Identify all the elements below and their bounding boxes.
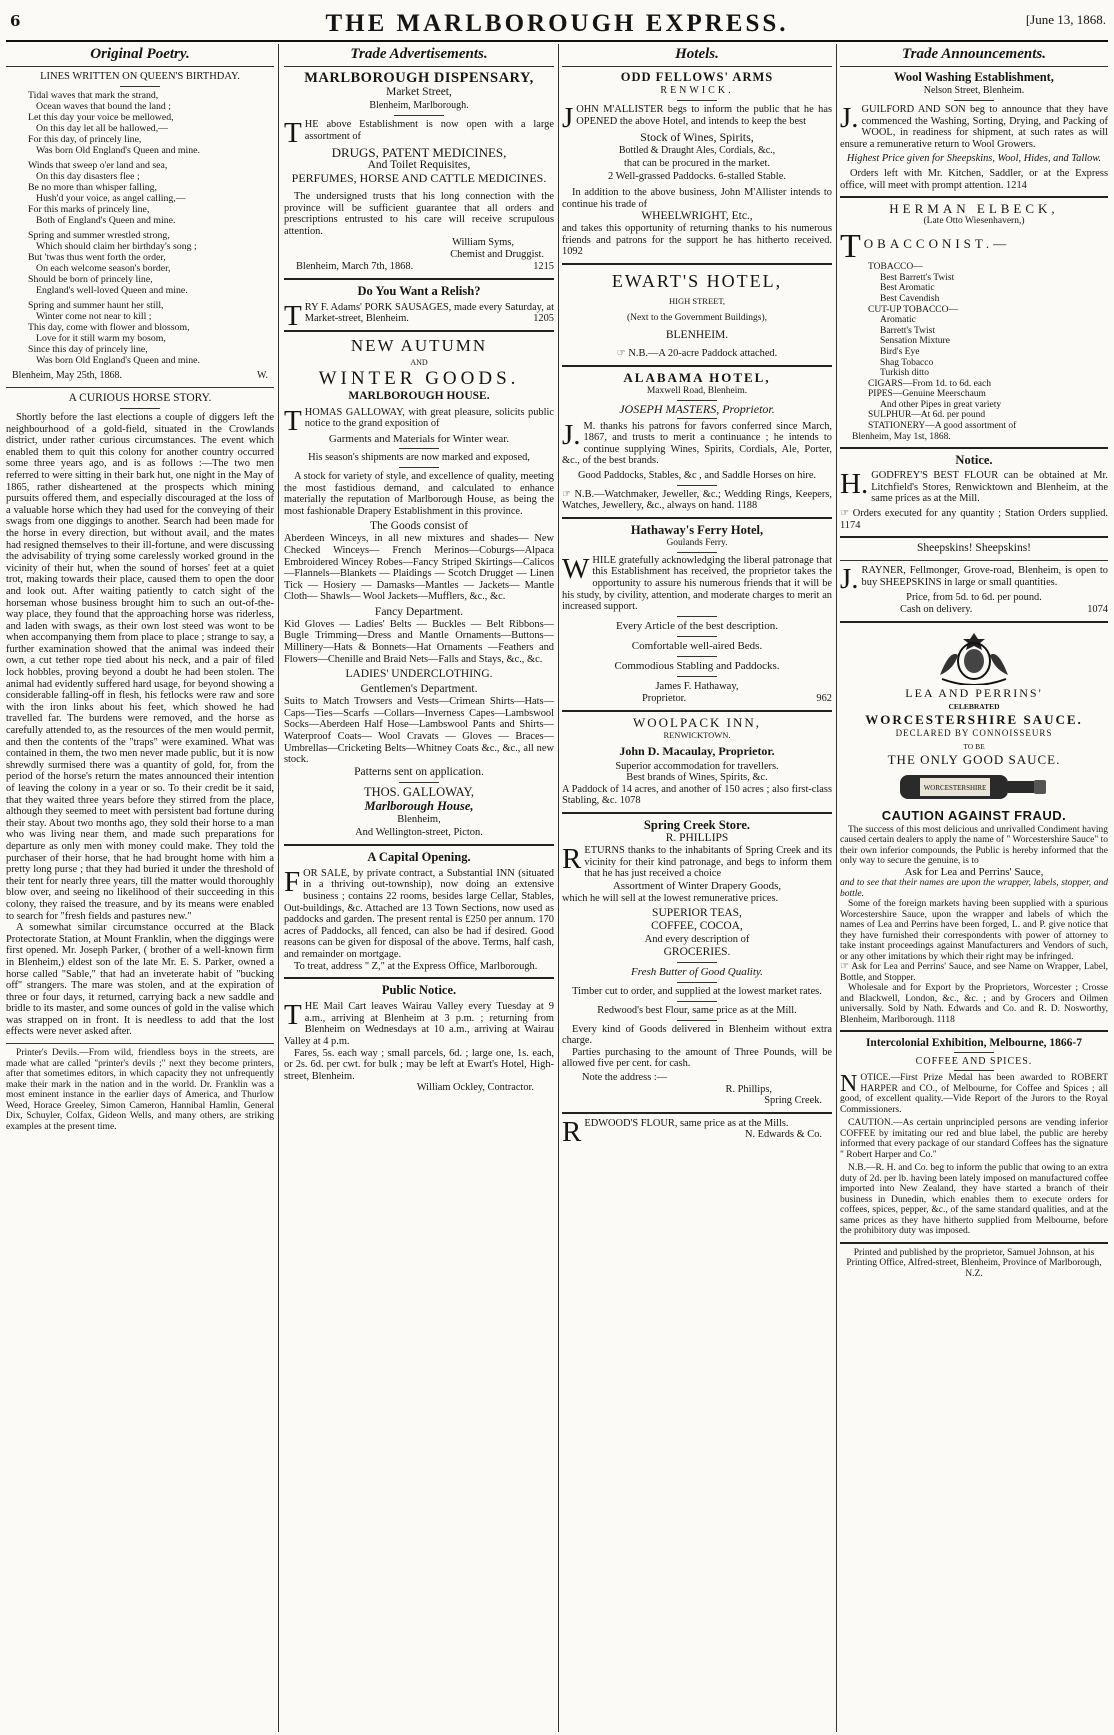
poem-line: Was born Old England's Queen and mine. (36, 145, 200, 156)
poem-place: Blenheim, May 25th, 1868. (12, 370, 122, 381)
pointing-hand-icon: ☞ (562, 488, 571, 500)
tobacco-list-item: SULPHUR—At 6d. per pound (868, 410, 986, 421)
ferry-line: Comfortable well-aired Beds. (631, 639, 763, 652)
wool-washing-text: GUILFORD AND SON beg to announce that they have commenced the Washing, Sorting, Drying, and Packing of WOOL, in readiness for shipment, at such rates as will ensure a remunerative return to Wool Growers. (840, 104, 1108, 150)
poem-author: W. (256, 370, 268, 381)
notice-text: HE Mail Cart leaves Wairau Valley every Tuesday at 9 a.m., arriving at Blenheim at 3 p.m. ; returning from Blenheim on Wednesdays at 10 a.m., arriving at Wairau Valley at 4 p.m. (284, 1001, 554, 1047)
divider (394, 115, 444, 116)
printers-devils-paragraph: Printer's Devils.—From wild, friendless boys in the streets, are made what are called "printer's devils ;" next they become printers, after that sometimes editors, in which capacity they not unfrequently make their mark in the nation and in the world. Dr. Franklin was a most eminent instance in the earlier days of America, and Thurlow Weed, Horace Greeley, Simon Cameron, Hannibal Hamlin, General Dix, Schuyler, Colfax, Gideon Wells, and many others, are striking examples at the present time. (6, 1048, 274, 1132)
odd-fellows-title: ODD FELLOWS' ARMS (620, 70, 774, 84)
ferry-signature-role: Proprietor. (642, 692, 687, 704)
odd-fellows-line: 2 Well-grassed Paddocks. 6-stalled Stable. (607, 171, 786, 182)
ferry-line: Commodious Stabling and Paddocks. (614, 659, 780, 672)
fancy-text: Kid Gloves — Ladies' Belts — Buckles — Belt Ribbons—Bugle Trimming—Dress and Mantle Ornaments—Buttons—Millinery—Hats & Bonnets—Hat Ornaments —Feathers and Flowers—Chenille and Braid Nets—Falls and Stays, &c., &c. (284, 618, 554, 665)
alabama-road: Maxwell Road, Blenheim. (646, 385, 748, 396)
poem-line: Hush'd your voice, as angel calling,— (36, 193, 186, 204)
divider (562, 263, 832, 265)
ladies-title: LADIES' UNDERCLOTHING. (345, 668, 493, 681)
spring-creek-timber: Timber cut to order, and supplied at the lowest market rates. (572, 986, 822, 998)
odd-fellows-line: Bottled & Draught Ales, Cordials, &c., (618, 145, 776, 156)
fancy-title: Fancy Department. (374, 605, 464, 618)
wool-washing-street: Nelson Street, Blenheim. (923, 85, 1025, 96)
divider (677, 552, 717, 553)
goods-text: Aberdeen Winceys, in all new mixtures and shades— New Checked Winceys— French Merinos—Coburgs—Alpaca Embroidered Wincey Robes—Fancy Striped Skirtings—Calicos—Flannels—Blankets — Plaidings — Scotch Drugget — Linen Tick — Hosiery — Damasks—Mantles — Jackets— Mantle Cloth— Shawls— Wool Jackets—Mufflers, &c., &c. (284, 533, 554, 603)
spring-creek-parties: Parties purchasing to the amount of Three Pounds, will be allowed five per cent. for cash. (562, 1046, 832, 1070)
autumn-heading: NEW AUTUMN (350, 335, 488, 355)
odd-fellows-line: Stock of Wines, Spirits, (640, 130, 754, 144)
poem-title: LINES WRITTEN ON QUEEN'S BIRTHDAY. (40, 71, 240, 82)
lea-perrins-tobe: TO BE (963, 741, 985, 751)
poem-line: Be no more than whisper falling, (28, 182, 157, 193)
tobacco-list-item: TOBACCO— (868, 262, 923, 273)
elbeck-trade: OBACCONIST.— (863, 236, 1011, 252)
poem-line: But 'twas thus went forth the order, (28, 252, 166, 263)
spring-creek-name: R. PHILLIPS (665, 832, 729, 845)
poem-line: Spring and summer haunt her still, (28, 300, 164, 311)
lea-perrins-ask: Ask for Lea and Perrins' Sauce, and see Name on Wrapper, Label, Bottle, and Stopper. (840, 962, 1108, 983)
poem-line: Since this day of princely line, (28, 344, 148, 355)
lea-perrins-declared: DECLARED BY CONNOISSEURS (895, 727, 1053, 738)
ad-code: 1092 (562, 246, 583, 258)
spring-creek-text: ETURNS thanks to the inhabitants of Spring Creek and its vicinity for their kind patronage, and begs to inform them that he has just received a choice (584, 845, 832, 880)
divider (562, 517, 832, 519)
dispensary-line: PERFUMES, HORSE AND CATTLE MEDICINES. (291, 171, 547, 185)
divider (284, 977, 554, 979)
autumn-garments: Garments and Materials for Winter wear. (328, 432, 510, 445)
divider (840, 560, 1108, 561)
divider (677, 616, 717, 617)
poem-line: Was born Old England's Queen and mine. (36, 355, 200, 366)
page-number: 6 (10, 12, 21, 30)
tobacco-list-item: Sensation Mixture (880, 336, 950, 347)
issue-date: [June 13, 1868. (1025, 12, 1106, 27)
divider (562, 1112, 832, 1114)
spring-creek-butter: Fresh Butter of Good Quality. (631, 966, 763, 979)
poem (6, 90, 274, 366)
dispensary-signature-role: Chemist and Druggist. (450, 248, 544, 260)
ferry-title: Hathaway's Ferry Hotel, (630, 522, 764, 537)
tobacco-list (840, 262, 1108, 432)
odd-fellows-line: WHEELWRIGHT, Etc., (641, 210, 753, 223)
spring-creek-line: Assortment of Winter Drapery Goods, (612, 879, 782, 892)
elbeck-sub: (Late Otto Wiesenhavern,) (923, 216, 1025, 227)
poem-line: Spring and summer wrestled strong, (28, 230, 170, 241)
ewart-title: EWART'S HOTEL, (611, 270, 783, 291)
divider (677, 100, 717, 101)
goods-title: The Goods consist of (369, 520, 469, 533)
divider (677, 1001, 717, 1002)
poem-stanza (28, 160, 274, 226)
poem-line: On this day let all be hallowed,— (36, 123, 168, 134)
sheepskins-cash: Cash on delivery. (900, 603, 973, 615)
ewart-line: (Next to the Government Buildings), (626, 312, 768, 323)
lea-perrins-title: LEA AND PERRINS' (905, 685, 1043, 700)
divider (840, 1242, 1108, 1244)
woolpack-town: RENWICKTOWN. (663, 729, 731, 740)
tobacco-list-item: And other Pipes in great variety (880, 399, 1002, 410)
dispensary-town: Blenheim, Marlborough. (369, 100, 469, 111)
masthead-rule (6, 40, 1108, 42)
patterns-line: Patterns sent on application. (354, 765, 484, 778)
opening-text: To treat, address " Z," at the Express Office, Marlborough. (294, 960, 538, 972)
ad-code: 1078 (619, 795, 641, 807)
galloway-place: Blenheim, (397, 813, 441, 825)
wool-washing-highlight: Highest Price given for Sheepskins, Wool, Hides, and Tallow. (846, 153, 1102, 165)
royal-coat-of-arms-icon (932, 627, 1016, 685)
poem-stanza (28, 300, 274, 366)
ewart-line: HIGH STREET, (668, 295, 726, 306)
ferry-signature: James F. Hathaway, (655, 680, 739, 692)
tobacco-list-item: Bird's Eye (880, 346, 920, 357)
spring-creek-line: COFFEE, COCOA, (651, 920, 743, 933)
elbeck-date: Blenheim, May 1st, 1868. (852, 431, 951, 442)
notice-text: Fares, 5s. each way ; small parcels, 6d. ; large one, 1s. each, or 2s. 6d. per cwt. for bulk ; may be left at Ewart's Hotel, High-street, Blenheim. (284, 1047, 554, 1082)
column-trade-advertisements: Trade Advertisements. MARLBOROUGH DISPENSARY, Market Street, Blenheim, Marlborough. THE above Establishment is now open with a large assortment of DRUGS, PATENT MEDICINES, And Toilet Requisites, PERFUMES, HORSE AND CATTLE MEDICINES. The undersigned trusts that his long connection with the province will be sufficient guarantee that all orders and prescriptions entrusted to his care will receive scrupulous attention. William Syms, Chemist and Druggist. Blenheim, March 7th, 1868. 1215 Do You Want a Relish? TRY F. Adams' PORK SAUSAGES, made every Saturday, at Market-street, Blenheim. 1205 NEW AUTUMN AND WINTER GOODS. MARLBOROUGH HOUSE. THOMAS GALLOWAY, with great pleasure, solicits public notice to the grand exposition of Garments and Materials for Winter wear. His season's shipments are now marked and exposed, A stock for variety of style, and excellence of quality, meeting the most fastidious demand, and calculated to enhance materially the reputation of Marlborough House, as being the most fashionable Drapery Establishment in this province. The Goods consist of Aberdeen Winceys, in all new mixtures and shades— New Checked Winceys— French Merinos—Coburgs—Alpaca Embroidered Wincey Robes—Fancy Striped Skirtings—Calicos—Flannels—Blankets — Plaidings — Scotch Drugget — Linen Tick — Hosiery — Damasks—Mantles — Jackets— Mantle Cloth— Shawls— Wool Jackets—Mufflers, &c., &c. Fancy Department. Kid Gloves — Ladies' Belts — Buckles — Belt Ribbons—Bugle Trimming—Dress and Mantle Ornaments—Buttons—Millinery—Hats & Bonnets—Hat Ornaments —Feathers and Flowers—Chenille and Braid Nets—Falls and Stays, &c., &c. LADIES' UNDERCLOTHING. Gentlemen's Department. Suits to Match Trowsers and Vests—Crimean Shirts—Hats—Caps—Ties—Scarfs —Collars—Inverness Capes—Lambswool Socks—Aberdeen Half Hose—Lambswool Pants and Shirts—Waterproof Coats— Wool Cravats — Gloves — Braces— Umbrellas—Cricketing Belts—Whitney Coats &c., &c., all new stock. Patterns sent on application. THOS. GALLOWAY, Marlborough House, Blenheim, And Wellington-street, Picton. A Capital Opening. FOR SALE, by private contract, a Substantial INN (situated in a thriving out-township), now doing an extensive business ; contains 22 rooms, besides large Cellar, Stables, Out-buildings, &c. Attached are 13 Town Sections, now used as paddocks and garden. The present rental is £250 per annum. 170 acres of Paddocks, all fenced, can also be had if desired. Good reasons can be given for disposal of the above. Terms, half cash, and remainder on mortgage. To treat, address " Z," at the Express Office, Marlborough. Public Notice. THE Mail Cart leaves Wairau Valley every Tuesday at 9 a.m., arriving at Blenheim at 3 p.m. ; returning from Blenheim on Wednesdays at 10 a.m., arriving at Wairau Valley at 4 p.m. Fares, 5s. each way ; small parcels, 6d. ; large one, 1s. each, or 2s. 6d. per cwt. for bulk ; may be left at Ewart's Hotel, High-street, Blenheim. William Ockley, Contractor. (284, 46, 554, 1094)
poem-line: Winter come not near to kill ; (36, 311, 152, 322)
gents-title: Gentlemen's Department. (360, 683, 478, 696)
marlborough-house-label: MARLBOROUGH HOUSE. (348, 389, 490, 402)
galloway-place: And Wellington-street, Picton. (355, 826, 483, 838)
poem-line: On each welcome season's border, (36, 263, 171, 274)
spring-creek-line: SUPERIOR TEAS, (652, 907, 742, 920)
spring-creek-text: which he will sell at the lowest remunerative prices. (562, 892, 779, 904)
divider (399, 467, 439, 468)
coffee-title: COFFEE AND SPICES. (915, 1056, 1033, 1068)
wool-washing-text: Orders left with Mr. Kitchen, Saddler, or at the Express office, will meet with prompt attention. (840, 167, 1108, 191)
tobacco-list-item: Turkish ditto (880, 368, 930, 379)
divider (677, 676, 717, 677)
poem-line: For this marks of princely line, (28, 204, 150, 215)
ad-code: 1074 (1087, 603, 1108, 615)
divider (120, 408, 160, 409)
woolpack-text: Superior accommodation for travellers. (615, 760, 779, 772)
redwood-text: EDWOOD'S FLOUR, same price as at the Mills. (584, 1117, 789, 1129)
odd-fellows-town: RENWICK. (660, 85, 734, 96)
poem-line: Which should claim her birthday's song ; (36, 241, 197, 252)
divider (840, 196, 1108, 198)
ad-code: 1188 (736, 500, 758, 512)
notice-title: Notice. (955, 453, 993, 468)
column-trade-announcements: Trade Announcements. Wool Washing Establishment, Nelson Street, Blenheim. J. GUILFORD AND SON beg to announce that they have commenced the Washing, Sorting, Drying, and Packing of WOOL, in readiness for shipment, at such rates as will ensure a remunerative return to Wool Growers. Highest Price given for Sheepskins, Wool, Hides, and Tallow. Orders left with Mr. Kitchen, Saddler, or at the Express office, will meet with prompt attention. 1214 HERMAN ELBECK, (Late Otto Wiesenhavern,) T OBACCONIST.— TOBACCO— Best Barrett's Twist Best Aromatic Best Cavendish CUT-UP TOBACCO— Aromatic Barrett's Twist Sensation Mixture Bird's Eye Shag Tobacco Turkish ditto CIGARS—From 1d. to 6d. each PIPES—Genuine Meerschaum And other Pipes in great variety SULPHUR—At 6d. per pound STATIONERY—A good assortment of Blenheim, May 1st, 1868. Notice. H. GODFREY'S BEST FLOUR can be obtained at Mr. Litchfield's Stores, Renwicktown and Blenheim, at the same prices as at the Mill. ☞ Orders executed for any quantity ; Station Orders supplied. 1174 Sheepskins! Sheepskins! J. RAYNER, Fellmonger, Grove-road, Blenheim, is open to buy SHEEPSKINS in large or small quantities. Price, from 5d. to 6d. per pound. Cash on delivery. 1074 LEA AND PERRINS' CELEBRATED WORCESTERSHIRE SAUCE. DECLARED BY CONNOISSEURS TO BE THE ONLY GOOD SAUCE. WORCESTERSHIRE CAUTION AGAINST FRAUD. The success of this most delicious and unrivalled Condiment having caused certain dealers to apply the name of " Worcestershire Sauce" to their own inferior compounds, the Public is hereby informed that the only way to secure the genuine, is to Ask for Lea and Perrins' Sauce, and to see that their names are upon the wrapper, labels, stopper, and bottle. Some of the foreign markets having been supplied with a spurious Worcestershire Sauce, upon the wrapper and labels of which the names of Lea and Perrins have been forged, L. and P. give notice that they have furnished their correspondents with power of attorney to take instant proceedings against Manufacturers and Vendors of such, or any other imitations by which their right may be infringed. ☞ Ask for Lea and Perrins' Sauce, and see Name on Wrapper, Label, Bottle, and Stopper. Wholesale and for Export by the Proprietors, Worcester ; Crosse and Blackwell, London, &c., &c. ; and by Grocers and Oilmen universally. Sold by Nath. Edwards and Co. and R. D. Nosworthy, Blenheim, Marlborough. 1118 Intercolonial Exhibition, Melbourne, 1866-7 COFFEE AND SPICES. NOTICE.—First Prize Medal has been awarded to ROBERT HARPER and CO., of Melbourne, for Coffee and Spices ; all good, of excellent quality.—Vide Report of the Jurors to the Royal Commissioners. CAUTION.—As certain unprincipled persons are vending inferior COFFEE by imitating our red and blue label, the public are hereby informed that every package of our standard Coffees has the signature " Robert Harper and Co." N.B.—R. H. and Co. beg to inform the public that owing to an extra duty of 2d. per lb. having been lately imposed on manufactured coffee imported into New Zealand, they have started a branch of their business in Dunedin, which enables them to execute orders for coffees, spices, pepper, &c., of the same standard qualities, and at the same prices as they have hitherto supplied from Melbourne, before the prohibitory duty was imposed. Printed and published by the proprietor, Samuel Johnson, at his Printing Office, Alfred-street, Blenheim, Province of Marlborough, N.Z. (840, 46, 1108, 1279)
autumn-and: AND (410, 357, 428, 367)
sheepskins-title: Sheepskins! Sheepskins! (916, 542, 1032, 555)
lea-perrins-text: The success of this most delicious and unrivalled Condiment having caused certain dealers to apply the name of " Worcestershire Sauce" to their own inferior compounds, the Public is hereby informed that the only way to secure the genuine, is to (840, 824, 1108, 867)
notice-text: Orders executed for any quantity ; Station Orders supplied. (852, 508, 1108, 520)
column-divider (278, 44, 279, 1732)
divider (840, 536, 1108, 538)
ad-code: 1174 (840, 519, 861, 531)
wool-washing-title: Wool Washing Establishment, (894, 70, 1054, 84)
alabama-text: Good Paddocks, Stables, &c , and Saddle Horses on hire. (577, 469, 817, 481)
spring-creek-line: And every description of (644, 934, 750, 946)
divider (677, 982, 717, 983)
divider (677, 1020, 717, 1021)
poem-line: On this day disasters flee ; (36, 171, 140, 182)
section-header: Original Poetry. (6, 44, 274, 67)
ewart-nb: N.B.—A 20-acre Paddock attached. (628, 347, 778, 359)
divider (677, 485, 717, 486)
poem-line: Ocean waves that bound the land ; (36, 101, 171, 112)
spring-creek-signature-place: Spring Creek. (764, 1095, 822, 1107)
winter-heading: WINTER GOODS. (318, 367, 520, 389)
odd-fellows-text: OHN M'ALLISTER begs to inform the public that he has OPENED the above Hotel, and intends to keep the best (576, 104, 832, 127)
relish-text: RY F. Adams' PORK SAUSAGES, made every Saturday, at Market-street, Blenheim. (304, 301, 554, 325)
sheepskins-price: Price, from 5d. to 6d. per pound. (906, 592, 1042, 604)
poem-line: Should be born of princely line, (28, 274, 153, 285)
odd-fellows-text: In addition to the above business, John M'Allister intends to continue his trade of (562, 187, 832, 210)
tobacco-list-item: Shag Tobacco (880, 357, 934, 368)
alabama-text: M. thanks his patrons for favors conferred since March, 1867, and trusts to merit a continuance ; he intends to continue supplying Wines, Spirits, Cordials, Ale, Porter, &c., of the best brands. (562, 420, 832, 467)
dispensary-line: DRUGS, PATENT MEDICINES, (331, 145, 507, 160)
lea-perrins-sauce: WORCESTERSHIRE SAUCE. (865, 711, 1083, 727)
section-header: Trade Announcements. (840, 44, 1108, 67)
poem-signature (6, 370, 274, 382)
divider (6, 387, 274, 388)
redwood-signature: N. Edwards & Co. (744, 1129, 822, 1141)
divider (562, 365, 832, 367)
poem-line: Tidal waves that mark the strand, (28, 90, 159, 101)
lea-perrins-only: THE ONLY GOOD SAUCE. (887, 751, 1061, 767)
divider (562, 812, 832, 814)
woolpack-text: A Paddock of 14 acres, and another of 150 acres ; also first-class Stabling, &c. (562, 783, 832, 807)
coffee-text: OTICE.—First Prize Medal has been awarded to ROBERT HARPER and CO., of Melbourne, for Coffee and Spices ; all good, of excellent quality.—Vide Report of the Jurors to the Royal Commissioners. (840, 1073, 1108, 1115)
ferry-sub: Goulands Ferry. (666, 537, 728, 548)
opening-title: A Capital Opening. (367, 849, 471, 864)
coffee-text: N.B.—R. H. and Co. beg to inform the public that owing to an extra duty of 2d. per lb. having been lately imposed on manufactured coffee imported into New Zealand, they have started a branch of their business in Dunedin, which enables them to execute orders for coffees, spices, pepper, &c., of the same standard qualities, and at the same prices as they have hitherto supplied from Melbourne, before the prohibitory duty was imposed. (840, 1163, 1108, 1237)
divider (677, 962, 717, 963)
alabama-nb: N.B.—Watchmaker, Jeweller, &c.; Wedding Rings, Keepers, Watches, Jewellery, &c., always on hand. (562, 488, 832, 512)
pointing-hand-icon: ☞ (840, 961, 849, 973)
section-header: Trade Advertisements. (284, 44, 554, 67)
poem-line: Love for it still warm my bosom, (36, 333, 166, 344)
lea-perrins-celebrated: CELEBRATED (948, 701, 1000, 711)
divider (954, 1070, 994, 1071)
divider (840, 447, 1108, 449)
divider (840, 1030, 1108, 1032)
tobacco-list-item: STATIONERY—A good assortment of (868, 421, 1017, 432)
poem-line: England's well-loved Queen and mine. (36, 285, 188, 296)
divider (284, 278, 554, 280)
ad-code: 1215 (533, 260, 554, 272)
divider (677, 400, 717, 401)
odd-fellows-line: that can be procured in the market. (623, 158, 771, 169)
sauce-bottle-icon (894, 769, 1054, 805)
divider (954, 100, 994, 101)
alabama-proprietor: JOSEPH MASTERS, Proprietor. (619, 401, 775, 416)
spring-creek-title: Spring Creek Store. (643, 818, 751, 833)
intercolonial-title: Intercolonial Exhibition, Melbourne, 1866-7 (865, 1037, 1083, 1050)
divider (840, 621, 1108, 623)
poem-line: Let this day your voice be mellowed, (28, 112, 174, 123)
divider (284, 330, 554, 332)
alabama-title: ALABAMA HOTEL, (623, 369, 771, 385)
ad-code: 1118 (936, 1014, 955, 1025)
poem-stanza (28, 90, 274, 156)
tobacco-list-item: CUT-UP TOBACCO— (868, 304, 959, 315)
spring-creek-note: Note the address :— (582, 1072, 668, 1083)
woolpack-proprietor: John D. Macaulay, Proprietor. (619, 743, 775, 758)
dispensary-title: MARLBOROUGH DISPENSARY, (304, 70, 534, 86)
divider (284, 844, 554, 846)
column-divider (558, 44, 559, 1732)
divider (6, 1043, 274, 1044)
tobacco-list-item: Aromatic (880, 315, 916, 326)
poem-stanza (28, 230, 274, 296)
odd-fellows-text: and takes this opportunity of returning thanks to his numerous friends and patrons for the support he has hitherto received. (562, 223, 832, 246)
poem-line: For this day, of princely line, (28, 134, 142, 145)
sheepskins-text: RAYNER, Fellmonger, Grove-road, Blenheim, is open to buy SHEEPSKINS in large or small quantities. (861, 565, 1108, 588)
galloway-name: THOS. GALLOWAY, (363, 784, 475, 799)
spring-creek-line: GROCERIES. (663, 946, 731, 959)
ewart-line: BLENHEIM. (665, 328, 729, 341)
ferry-text: HILE gratefully acknowledging the liberal patronage that this Establishment has received, the proprietor takes the opportunity to assure his numerous friends that it will be his study, by civility, attention, and moderate charges to merit an increased support. (562, 554, 832, 613)
column-divider (836, 44, 837, 1732)
autumn-text: HOMAS GALLOWAY, with great pleasure, solicits public notice to the grand exposition of (304, 406, 554, 430)
woolpack-title: WOOLPACK INN, (632, 714, 762, 730)
pointing-hand-icon: ☞ (840, 508, 849, 520)
poem-line: Both of England's Queen and mine. (36, 215, 176, 226)
relish-title: Do You Want a Relish? (357, 283, 481, 298)
gents-text: Suits to Match Trowsers and Vests—Crimean Shirts—Hats—Caps—Ties—Scarfs —Collars—Inverness Capes—Lambswool Socks—Aberdeen Half Hose—Lambswool Pants and Shirts—Waterproof Coats— Wool Cravats — Gloves — Braces— Umbrellas—Cricketing Belts—Whitney Coats &c., &c., all new stock. (284, 696, 554, 766)
dispensary-date: Blenheim, March 7th, 1868. (296, 260, 414, 272)
divider (954, 1052, 994, 1053)
autumn-text: His season's shipments are now marked and exposed, (308, 452, 530, 464)
divider (120, 86, 160, 87)
lea-perrins-ask: Ask for Lea and Perrins' Sauce, (904, 865, 1044, 878)
bottle-label: WORCESTERSHIRE (923, 783, 987, 792)
tobacco-list-item: CIGARS—From 1d. to 6d. each (868, 378, 991, 389)
ad-code: 1214 (1006, 179, 1027, 191)
column-original-poetry (6, 44, 274, 1732)
woolpack-text: Best brands of Wines, Spirits, &c. (626, 772, 768, 784)
ferry-line: Every Article of the best description. (616, 619, 778, 632)
caution-heading: CAUTION AGAINST FRAUD. (881, 807, 1067, 823)
autumn-text: A stock for variety of style, and excellence of quality, meeting the most fastidious demand, and calculated to enhance materially the reputation of Marlborough House, as being the most fashionable Drapery Establishment in this province. (284, 470, 554, 517)
section-header: Hotels. (562, 44, 832, 67)
tobacco-list-item: Best Cavendish (880, 293, 940, 304)
spring-creek-signature: R. Phillips, (725, 1083, 772, 1095)
dispensary-text: HE above Establishment is now open with a large assortment of (304, 119, 554, 142)
notice-text: GODFREY'S BEST FLOUR can be obtained at Mr. Litchfield's Stores, Renwicktown and Blenheim, at the same prices as at the Mill. (871, 470, 1108, 505)
notice-title: Public Notice. (381, 983, 457, 998)
tobacco-list-item: Best Barrett's Twist (880, 272, 955, 283)
story-paragraph: Shortly before the last elections a couple of diggers left the neighbourhood of a gold-field, situated in the Crowlands district, under rather curious circumstances. The event which enabled them to quit this colony for another country occurred some three years ago, and is as follows :—The two men referred to were sitting in their bark hut, one night in the May of 1865, rather disheartened at the prospects which mining pursuits offered them, and especially discouraged at the loss of a valuable horse which they had used for the conveying of their swags from one diggings to another. Search had been made for the horse in every direction, but without avail, and the mates had resigned themselves to their ill-fortune, and were discussing the advisability of trying some carelessly worked ground in the vicinity of their hut, when the sound of horses' feet at a quiet trot, making towards their place, caused them to open the door and look out. After waiting patiently to catch sight of the horseman whose business brought him to such an out-of-the-way place, they found that the approaching horse was riderless, and laden with swags, as their own lost steed was wont to be when accompanying them from place to place ; strange to say, a further examination showed that the animal was indeed their own, a cut tether rope tied about his neck, and a pair of filed lock hobbles, proving beyond a doubt he had been stolen. The animal had evidently suffered hard usage, for beyond showing a considerable falling-off in flesh, his fetlocks were raw and sore with the iron links about his feet, which showed he had travelled far. The burdens were removed, and the horse as carefully attended to, as the resources of the men would permit, and then the contents of the "traps" were examined. What was contained in them, the two men never made public, but it is now shrewdly surmised there was a quantity of gold, for, from the period of the horse's return the mates announced their intention of leaving the colony in a year or so. To their credit be it said, that they waited three years before they stirred from the place, although they seemed to meet with persistent bad fortune during their stay. About two months ago, they sold their horse to a man who was living near them, and made such preparations for departure as only men with money could make. They told the purchaser of their horse, that he had brought home with him a pretty long purse ; that they had buried it under the threshold of their tent for nearly three years, till the matter would thoroughly blow over, and seeing no likelihood of their succeeding in this colony, they raised the treasure, and by its means were enabled to search for "fresh fields and pastures new." (6, 412, 274, 922)
spring-creek-flour: Redwood's best Flour, same price as at the Mill. (597, 1005, 797, 1017)
ad-code: 1205 (533, 313, 554, 325)
divider (677, 656, 717, 657)
divider (399, 448, 439, 449)
spring-creek-delivery: Every kind of Goods delivered in Blenheim without extra charge. (562, 1023, 832, 1047)
divider (399, 782, 439, 783)
opening-text: OR SALE, by private contract, a Substantial INN (situated in a thriving out-township), now doing an extensive business ; contains 22 rooms, besides large Cellar, Stables, Out-buildings, &c. Attached are 13 Town Sections, now used as paddocks and garden. The present rental is £250 per annum. 170 acres of Paddocks, all fenced, can also be had if desired. Good reasons can be given for disposal of the above. Terms, half cash, and remainder on mortgage. (284, 867, 554, 960)
coffee-text: CAUTION.—As certain unprincipled persons are vending inferior COFFEE by imitating our red and blue label, the public are hereby informed that every package of our standard Coffees has the signature " Robert Harper and Co." (840, 1118, 1108, 1160)
newspaper-title: THE MARLBOROUGH EXPRESS. (325, 10, 789, 37)
pointing-hand-icon: ☞ (616, 347, 626, 359)
dispensary-line: And Toilet Requisites, (367, 159, 471, 171)
dispensary-street: Market Street, (386, 86, 452, 98)
column-hotels: Hotels. ODD FELLOWS' ARMS RENWICK. JOHN M'ALLISTER begs to inform the public that he has OPENED the above Hotel, and intends to keep the best Stock of Wines, Spirits, Bottled & Draught Ales, Cordials, &c., that can be procured in the market. 2 Well-grassed Paddocks. 6-stalled Stable. In addition to the above business, John M'Allister intends to continue his trade of WHEELWRIGHT, Etc., and takes this opportunity of returning thanks to his numerous friends and patrons for the support he has hitherto received. 1092 EWART'S HOTEL, HIGH STREET, (Next to the Government Buildings), BLENHEIM. ☞ N.B.—A 20-acre Paddock attached. ALABAMA HOTEL, Maxwell Road, Blenheim. JOSEPH MASTERS, Proprietor. J. M. thanks his patrons for favors conferred since March, 1867, and trusts to merit a continuance ; he intends to continue supplying Wines, Spirits, Cordials, Ale, Porter, &c., of the best brands. Good Paddocks, Stables, &c , and Saddle Horses on hire. ☞ N.B.—Watchmaker, Jeweller, &c.; Wedding Rings, Keepers, Watches, Jewellery, &c., always on hand. 1188 Hathaway's Ferry Hotel, Goulands Ferry. WHILE gratefully acknowledging the liberal patronage that this Establishment has received, the proprietor takes the opportunity to assure his numerous friends that it will be his study, by civility, attention, and moderate charges to merit an increased support. Every Article of the best description. Comfortable well-aired Beds. Commodious Stabling and Paddocks. James F. Hathaway, Proprietor. 962 WOOLPACK INN, RENWICKTOWN. John D. Macaulay, Proprietor. Superior accommodation for travellers. Best brands of Wines, Spirits, &c. A Paddock of 14 acres, and another of 150 acres ; also first-class Stabling, &c. 1078 Spring Creek Store. R. PHILLIPS RETURNS thanks to the inhabitants of Spring Creek and its vicinity for their kind patronage, and begs to inform them that he has just received a choice Assortment of Winter Drapery Goods, which he will sell at the lowest remunerative prices. SUPERIOR TEAS, COFFEE, COCOA, And every description of GROCERIES. Fresh Butter of Good Quality. Timber cut to order, and supplied at the lowest market rates. Redwood's best Flour, same price as at the Mill. Every kind of Goods delivered in Blenheim without extra charge. Parties purchasing to the amount of Three Pounds, will be allowed five per cent. for cash. Note the address :— R. Phillips, Spring Creek. REDWOOD'S FLOUR, same price as at the Mills. N. Edwards & Co. (562, 46, 832, 1148)
lea-perrins-text: and to see that their names are upon the wrapper, labels, stopper, and bottle. (840, 878, 1108, 899)
notice-signature: William Ockley, Contractor. (416, 1082, 534, 1094)
lea-perrins-text: Wholesale and for Export by the Proprietors, Worcester ; Crosse and Blackwell, London, &c., &c. ; and by Grocers and Oilmen universally. Sold by Nath. Edwards and Co. and R. D. Nosworthy, Blenheim, Marlborough. (840, 983, 1108, 1025)
story-title: A CURIOUS HORSE STORY. (68, 392, 212, 404)
masthead (0, 0, 1114, 42)
galloway-house: Marlborough House, (364, 798, 474, 813)
dispensary-text: The undersigned trusts that his long connection with the province will be sufficient guarantee that all orders and prescriptions entrusted to his care will receive scrupulous attention. (284, 191, 554, 237)
poem-line: This day, come with flower and blossom, (28, 322, 190, 333)
dispensary-signature: William Syms, (452, 237, 514, 249)
divider (677, 418, 717, 419)
tobacco-list-item: PIPES—Genuine Meerschaum (868, 389, 986, 400)
divider (562, 710, 832, 712)
story-paragraph: A somewhat similar circumstance occurred at the Black Protectorate Station, at Mount Franklin, when the diggings were first opened. Mr. Joseph Parker, ( brother of a well-known firm in Blenheim,) eldest son of the late Mr. E. S. Parker, owned a horse called "Sable," that had an inveterate habit of "bucking off" strangers. The mare was stolen, and at the expiration of three or four days, it returned, carrying back a new saddle and bridle to its master, and some ounces of gold in the valise which was strapped on in front. It is needless to add that the lost effects were never asked after. (6, 922, 274, 1038)
ad-code: 962 (816, 692, 832, 704)
poem-line: Winds that sweep o'er land and sea, (28, 160, 168, 171)
elbeck-name: HERMAN ELBECK, (889, 201, 1059, 217)
tobacco-list-item: Barrett's Twist (880, 325, 935, 336)
imprint: Printed and published by the proprietor, Samuel Johnson, at his Printing Office, Alfred-street, Blenheim, Province of Marlborough, N.Z. (846, 1247, 1102, 1279)
divider (677, 636, 717, 637)
lea-perrins-text: Some of the foreign markets having been supplied with a spurious Worcestershire Sauce, upon the wrapper and labels of which the names of Lea and Perrins have been forged, L. and P. give notice that they have furnished their correspondents with power of attorney to take instant proceedings against Manufacturers and Vendors of such, or any other imitations by which their right may be infringed. (840, 899, 1108, 962)
tobacco-list-item: Best Aromatic (880, 283, 935, 294)
